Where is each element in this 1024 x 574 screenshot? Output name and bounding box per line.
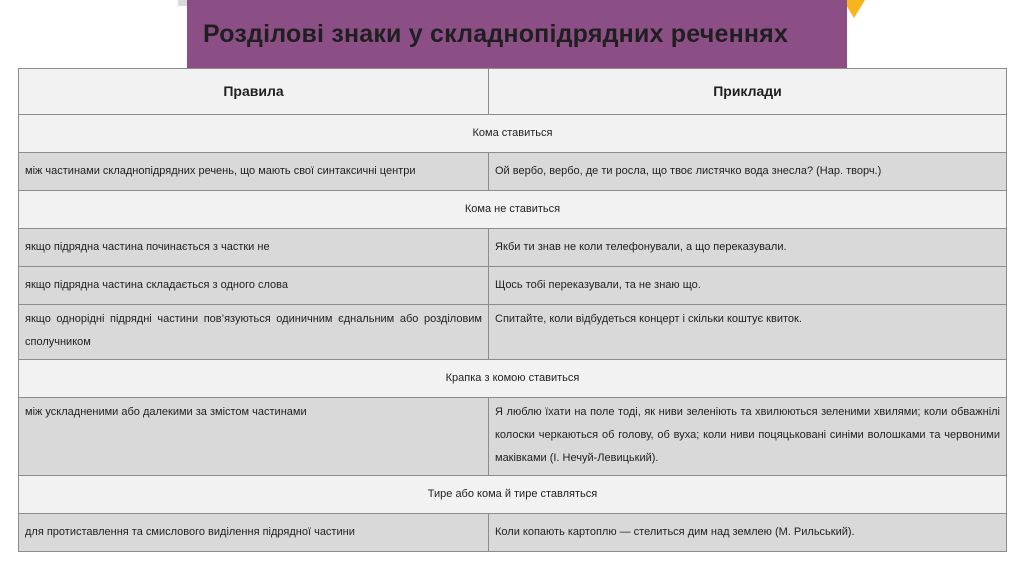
header-examples: Приклади <box>489 69 1007 115</box>
example-cell: Щось тобі переказували, та не знаю що. <box>489 267 1007 305</box>
rule-cell: для протиставлення та смислового виділення підрядної частини <box>19 514 489 552</box>
section-row <box>19 191 1007 229</box>
table-row <box>19 229 1007 267</box>
table-row <box>19 305 1007 360</box>
slide-title: Розділові знаки у складнопідрядних реченнях <box>203 20 789 48</box>
rule-cell: якщо підрядна частина складається з одного слова <box>19 267 489 305</box>
table-row <box>19 267 1007 305</box>
example-cell: Спитайте, коли відбудеться концерт і скільки коштує квиток. <box>489 305 1007 360</box>
header-rules: Правила <box>19 69 489 115</box>
example-cell: Я люблю їхати на поле тоді, як ниви зеленіють та хвилюються зеленими хвилями; коли обважнілі колоски черкаються об голову, об вуха; коли ниви поцяцьковані синіми волошками та червоними маківками (І. Нечуй-Левицький). <box>489 398 1007 476</box>
example-cell: Ой вербо, вербо, де ти росла, що твоє листячко вода знесла? (Нар. творч.) <box>489 153 1007 191</box>
section-label: Кома не ставиться <box>19 191 1007 229</box>
example-cell: Коли копають картоплю — стелиться дим над землею (М. Рильський). <box>489 514 1007 552</box>
section-row <box>19 360 1007 398</box>
rule-cell: якщо підрядна частина починається з частки не <box>19 229 489 267</box>
rule-cell: якщо однорідні підрядні частини пов’язуються одиничним єднальним або розділовим сполучником <box>19 305 489 360</box>
table-header-row <box>19 69 1007 115</box>
table-row <box>19 514 1007 552</box>
section-label: Крапка з комою ставиться <box>19 360 1007 398</box>
rule-cell: між частинами складнопідрядних речень, що мають свої синтаксичні центри <box>19 153 489 191</box>
section-row <box>19 476 1007 514</box>
section-label: Кома ставиться <box>19 115 1007 153</box>
rules-table <box>18 68 1007 552</box>
title-banner <box>187 0 847 69</box>
example-cell: Якби ти знав не коли телефонували, а що переказували. <box>489 229 1007 267</box>
rule-cell: між ускладненими або далекими за змістом частинами <box>19 398 489 476</box>
table-row <box>19 153 1007 191</box>
section-label: Тире або кома й тире ставляться <box>19 476 1007 514</box>
section-row <box>19 115 1007 153</box>
table-row <box>19 398 1007 476</box>
